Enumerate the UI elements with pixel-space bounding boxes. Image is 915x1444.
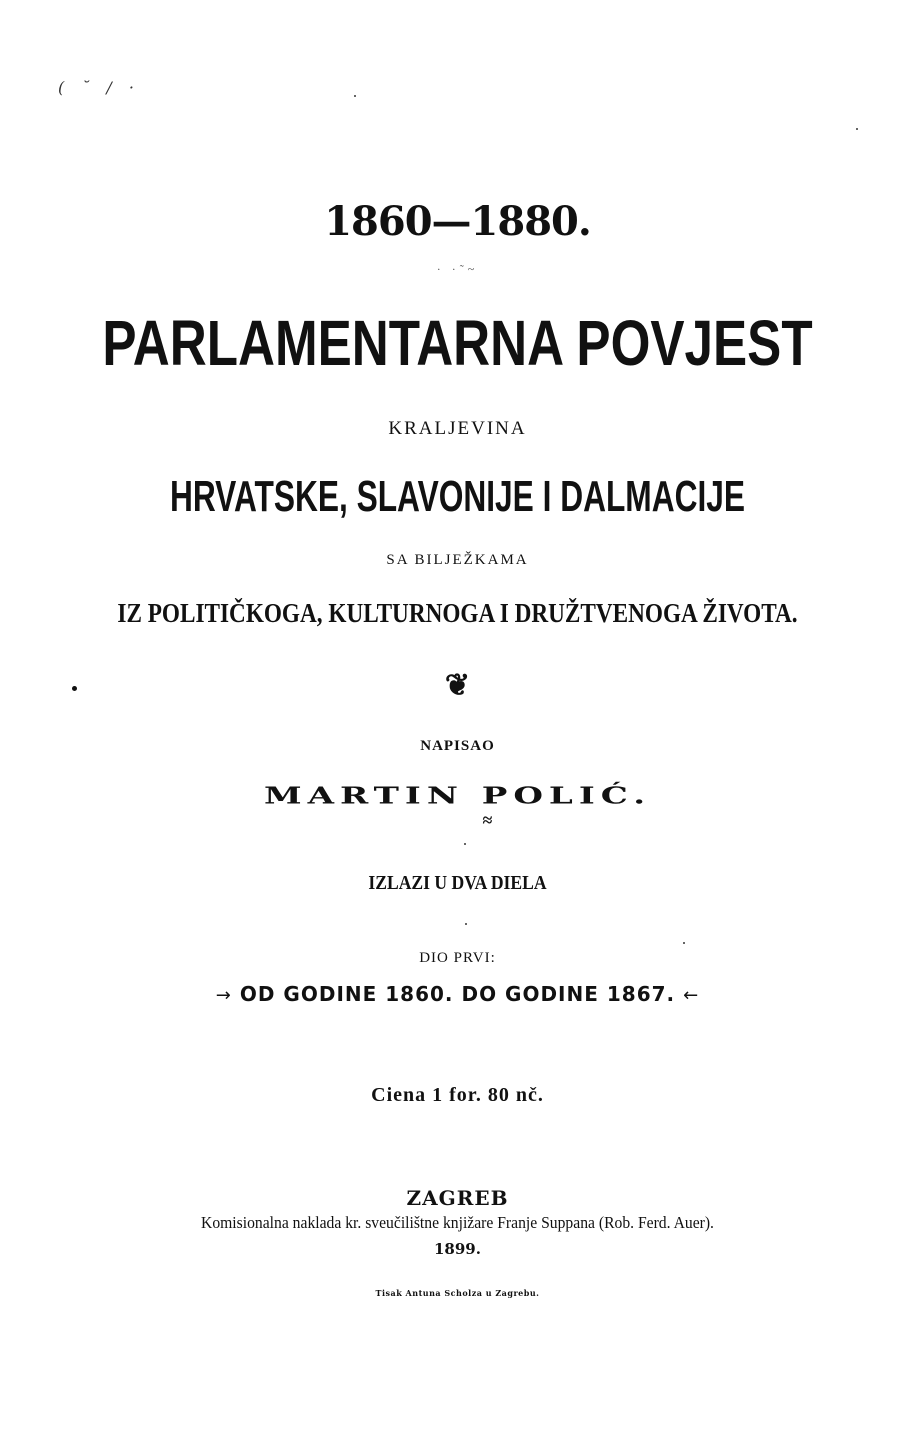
part-label: DIO PRVI:: [419, 950, 496, 966]
handwritten-shelf-mark: ( ˘ / ·: [58, 78, 140, 97]
scan-speck: [464, 843, 466, 845]
arrow-left-icon: ←: [683, 985, 700, 1006]
fleuron-ornament-icon: ❦: [444, 669, 471, 702]
arrow-right-icon: →: [215, 985, 232, 1006]
scan-speck: [683, 942, 685, 944]
kingdom-label: KRALJEVINA: [388, 418, 527, 439]
printer-credit: Tisak Antuna Scholza u Zagrebu.: [375, 1288, 540, 1298]
written-by-label: NAPISAO: [420, 738, 495, 754]
imprint-city: ZAGREB: [406, 1186, 509, 1210]
price: Ciena 1 for. 80 nč.: [371, 1084, 544, 1106]
date-range-heading: 1860—1880.: [324, 198, 591, 245]
scan-speck: [856, 128, 858, 130]
small-ornament: · ·˜~: [436, 262, 479, 276]
flourish-ornament-icon: ≈: [482, 810, 493, 830]
region-title: HRVATSKE, SLAVONIJE I DALMACIJE: [169, 472, 746, 521]
scan-speck: [465, 923, 467, 925]
scan-speck: [354, 95, 356, 97]
imprint-year: 1899.: [434, 1240, 481, 1258]
with-notes-label: SA BILJEŽKAMA: [386, 552, 529, 568]
subtitle: IZ POLITIČKOGA, KULTURNOGA I DRUŽTVENOGA ŽIVOTA.: [117, 598, 798, 628]
imprint-publisher: Komisionalna naklada kr. sveučilištne knjižare Franje Suppana (Rob. Ferd. Auer).: [201, 1213, 714, 1232]
part-range-text: OD GODINE 1860. DO GODINE 1867.: [239, 982, 676, 1006]
main-title: PARLAMENTARNA POVJEST: [102, 307, 813, 379]
volumes-note: IZLAZI U DVA DIELA: [368, 872, 547, 894]
author-name: MARTIN POLIĆ.: [263, 782, 652, 810]
part-range: [0, 982, 915, 1006]
